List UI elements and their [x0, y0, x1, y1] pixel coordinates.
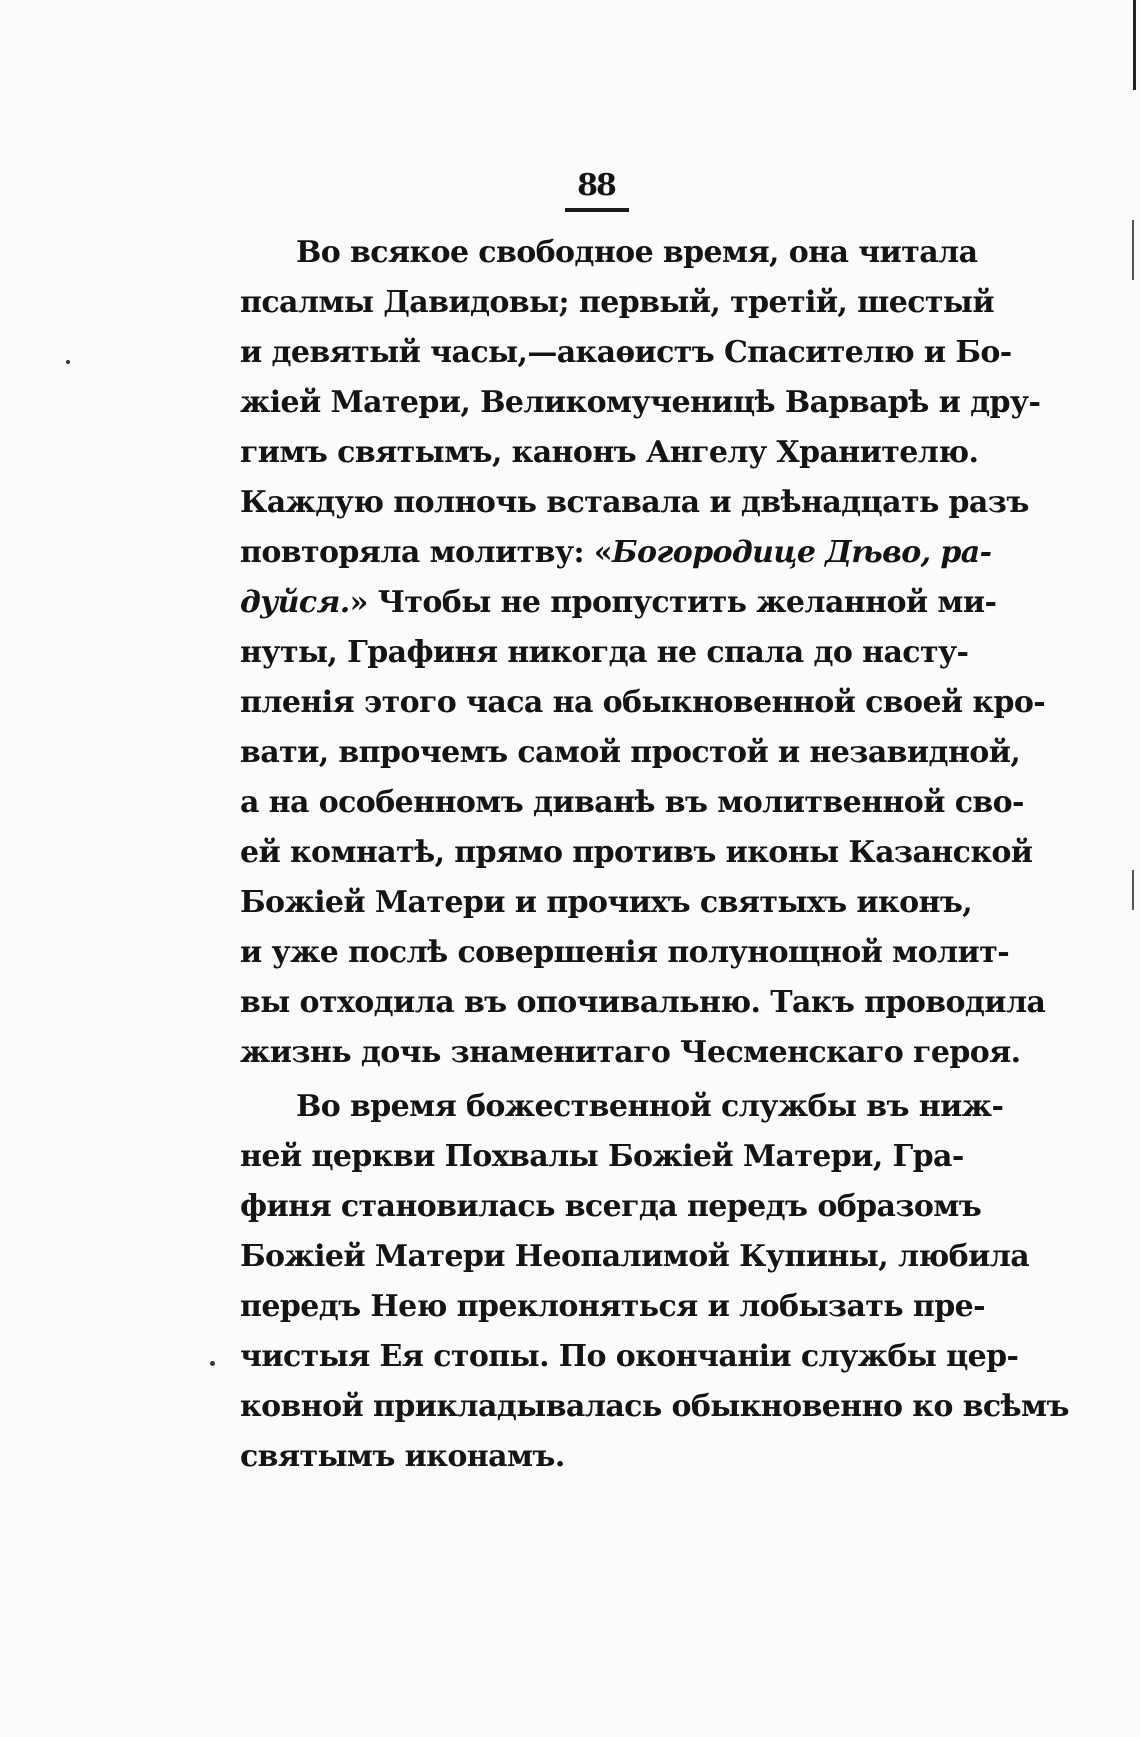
text-line: вы отходила въ опочивальню. Такъ проводила	[240, 985, 1046, 1020]
text-line: Каждую полночь вставала и двѣнадцать разъ	[240, 485, 1029, 520]
text-line: пленія этого часа на обыкновенной своей кро-	[240, 685, 1046, 720]
scan-edge-line	[1133, 0, 1136, 90]
page-number-rule	[565, 208, 629, 212]
text-line: нуты, Графиня никогда не спала до насту-	[240, 635, 969, 670]
text-line: жіей Матери, Великомученицѣ Варварѣ и дру-	[240, 385, 1041, 420]
text-line: вати, впрочемъ самой простой и незавидной,	[240, 735, 1021, 770]
text-fragment-italic: дуйся.	[240, 585, 350, 620]
text-line: жизнь дочь знаменитаго Чесменскаго героя.	[240, 1035, 1021, 1070]
text-line: Во всякое свободное время, она читала	[296, 235, 978, 270]
text-line: и уже послѣ совершенія полунощной молит-	[240, 935, 1010, 970]
text-line	[240, 528, 992, 578]
text-line: псалмы Давидовы; первый, третій, шестый	[240, 285, 995, 320]
text-line: Во время божественной службы въ ниж-	[296, 1089, 1004, 1124]
page-number: 88	[577, 168, 615, 203]
text-line: ей комнатѣ, прямо противъ иконы Казанской	[240, 835, 1033, 870]
text-line: и девятый часы,—акаѳистъ Спасителю и Бо-	[240, 335, 1012, 370]
scan-edge-mark	[1132, 220, 1134, 280]
text-line: а на особенномъ диванѣ въ молитвенной сво-	[240, 785, 1024, 820]
text-line: Божіей Матери Неопалимой Купины, любила	[240, 1239, 1030, 1274]
text-line: чистыя Ея стопы. По окончаніи службы цер-	[240, 1339, 1019, 1374]
text-line: святымъ иконамъ.	[240, 1439, 565, 1474]
scan-speck	[210, 1361, 215, 1366]
text-line: финя становилась всегда передъ образомъ	[240, 1189, 982, 1224]
text-line	[240, 578, 997, 628]
scan-speck	[66, 360, 70, 364]
text-fragment: повторяла молитву: «	[240, 535, 612, 570]
body-text	[240, 228, 1069, 1482]
text-fragment: » Чтобы не пропустить желанной ми-	[349, 585, 997, 620]
scan-edge-mark	[1132, 870, 1134, 910]
text-line: ней церкви Похвалы Божіей Матери, Гра-	[240, 1139, 964, 1174]
text-line: передъ Нею преклоняться и лобызать пре-	[240, 1289, 985, 1324]
text-line: Божіей Матери и прочихъ святыхъ иконъ,	[240, 885, 973, 920]
text-line: гимъ святымъ, канонъ Ангелу Хранителю.	[240, 435, 979, 470]
text-fragment-italic: Богородице Дѣво, ра-	[611, 535, 992, 570]
text-line: ковной прикладывалась обыкновенно ко всѣмъ	[240, 1389, 1069, 1424]
